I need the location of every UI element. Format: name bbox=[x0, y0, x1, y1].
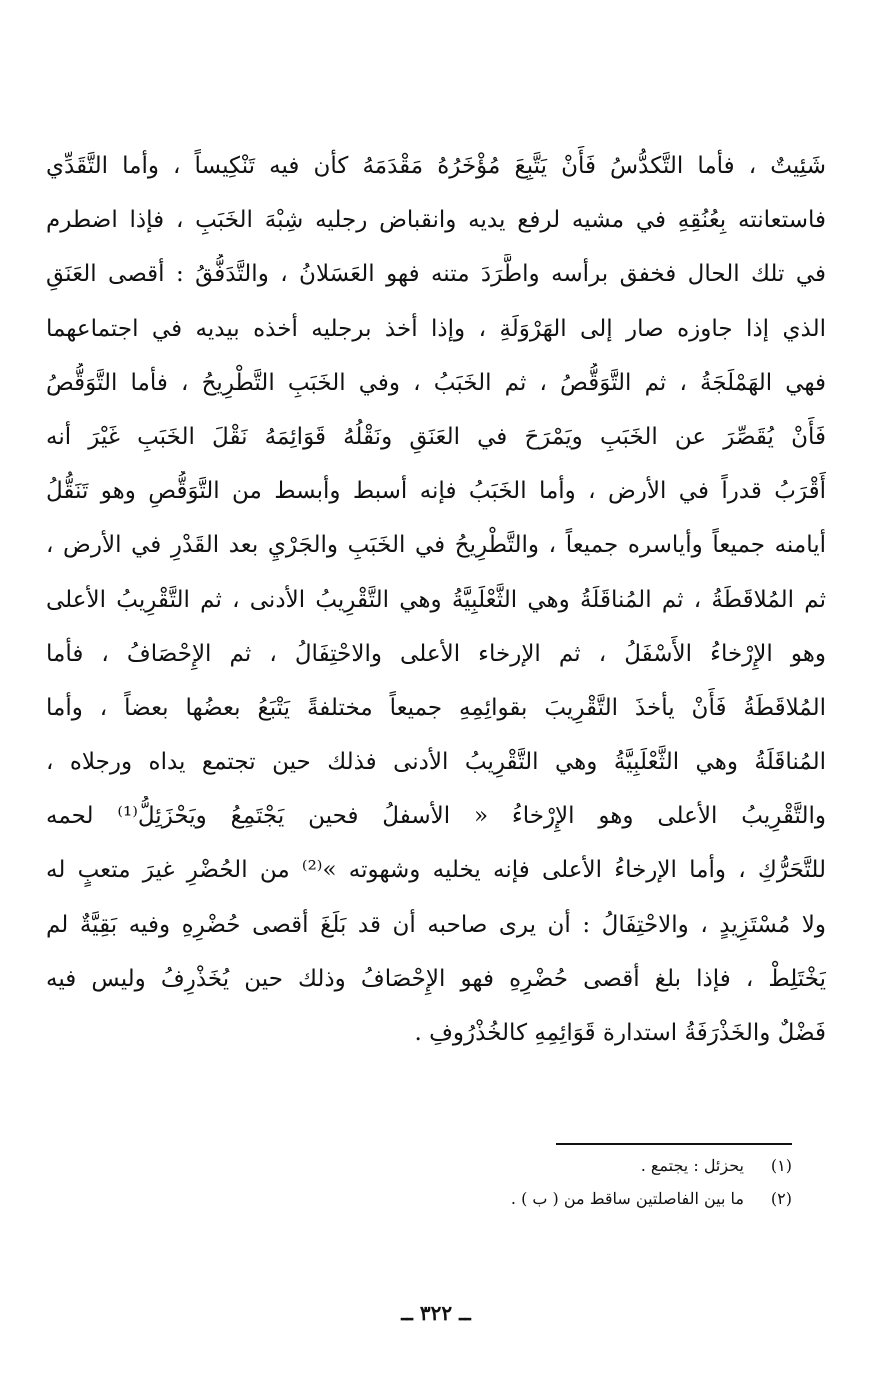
footnote-number: (١) bbox=[770, 1156, 792, 1175]
text-line: أيامنه جميعاً وأياسره جميعاً ، والتَّطْرِيحُ في الخَبَبِ والجَرْيِ بعد القَدْرِ في الأرض ، bbox=[46, 532, 826, 559]
footnote-number: (٢) bbox=[770, 1189, 792, 1208]
footnote-item bbox=[380, 1154, 792, 1187]
text-line: شَئِيتٌ ، فأما التَّكدُّسُ فَأَنْ يَتَّبِعَ مُؤْخَرُهُ مَقْدَمَهُ كأن فيه تَنْكِيساً ، وأما التَّقَدِّي bbox=[46, 153, 826, 179]
text-line: فاستعانته بِعُنُقِهِ في مشيه لرفع يديه وانقباض رجليه شِبْهَ الخَبَبِ ، فإذا اضطرم bbox=[46, 207, 826, 234]
text-line: يَخْتَلِطْ ، فإذا بلغ أقصى حُضْرِهِ فهو الإِحْصَافُ وذلك حين يُخَذْرِفُ وليس فيه bbox=[46, 965, 826, 992]
footnote-text: يحزئل : يجتمع . bbox=[640, 1156, 744, 1175]
text-line: وهو الإِرْخاءُ الأَسْفَلُ ، ثم الإرخاء الأعلى والاحْتِفَالُ ، ثم الإِحْصَافُ ، فأما bbox=[46, 640, 826, 667]
footnote-separator bbox=[556, 1143, 792, 1145]
footnote-item bbox=[380, 1187, 792, 1220]
footnote-text: ما بين الفاصلتين ساقط من ( ب ) . bbox=[510, 1189, 744, 1208]
text-line: أَقْرَبُ قدراً في الأرض ، وأما الخَبَبُ فإنه أسبط وأبسط من التَّوَقُّصِ وهو تَنَقُّلُ bbox=[46, 478, 826, 505]
text-line: الذي إذا جاوزه صار إلى الهَرْوَلَةِ ، وإذا أخذ برجليه أخذه بيديه في اجتماعهما bbox=[46, 315, 826, 342]
text-line: والتَّقْرِيبُ الأعلى وهو الإِرْخاءُ « الأسفلُ فحين يَجْتَمِعُ ويَحْزَئِلُّ⁽¹⁾ لحمه bbox=[46, 803, 826, 830]
footnotes bbox=[380, 1154, 792, 1220]
text-line: المُناقَلَةُ وهي الثَّعْلَبِيَّةُ وهي التَّقْرِيبُ الأدنى فذلك حين تجتمع يداه ورجلاه ، bbox=[46, 749, 826, 776]
text-line: المُلاقَطَةُ فَأَنْ يأخذَ التَّقْرِيبَ بقوائِمِهِ جميعاً مختلفةً يَتْبَعُ بعضُها بعضاً ، وأما bbox=[46, 694, 826, 721]
page-number: ــ ٣٢٢ ــ bbox=[401, 1301, 471, 1325]
text-line: للتَّحَرُّكِ ، وأما الإرخاءُ الأعلى فإنه يخليه وشهوته »⁽²⁾ من الحُضْرِ غيرَ متعبٍ له bbox=[46, 857, 826, 884]
text-line: في تلك الحال فخفق برأسه واطَّرَدَ متنه فهو العَسَلانُ ، والتَّدَفُّقُ : أقصى العَنَقِ bbox=[46, 261, 826, 288]
text-line: فَأَنْ يُقَصِّرَ عن الخَبَبِ ويَمْرَحَ في العَنَقِ ونَقْلُهُ قَوَائِمَهُ نَقْلَ الخَبَبِ غَيْرَ أنه bbox=[46, 423, 826, 450]
text-line: ولا مُسْتَزِيدٍ ، والاحْتِفَالُ : أن يرى صاحبه أن قد بَلَغَ أقصى حُضْرِهِ وفيه بَقِيَّةٌ لم bbox=[46, 911, 826, 938]
text-line: ثم المُلاقَطَةُ ، ثم المُناقَلَةُ وهي الثَّعْلَبِيَّةُ وهي التَّقْرِيبُ الأدنى ، ثم التَّقْرِيبُ الأعلى bbox=[46, 586, 826, 613]
text-line: فهي الهَمْلَجَةُ ، ثم التَّوَقُّصُ ، ثم الخَبَبُ ، وفي الخَبَبِ التَّطْرِيحُ ، فأما التَّوَقُّصُ bbox=[46, 369, 826, 396]
text-line: فَضْلٌ والخَذْرَفَةُ استدارة قَوَائِمِهِ كالخُذْرُوفِ . bbox=[414, 1020, 826, 1046]
main-text-block bbox=[46, 146, 826, 1067]
